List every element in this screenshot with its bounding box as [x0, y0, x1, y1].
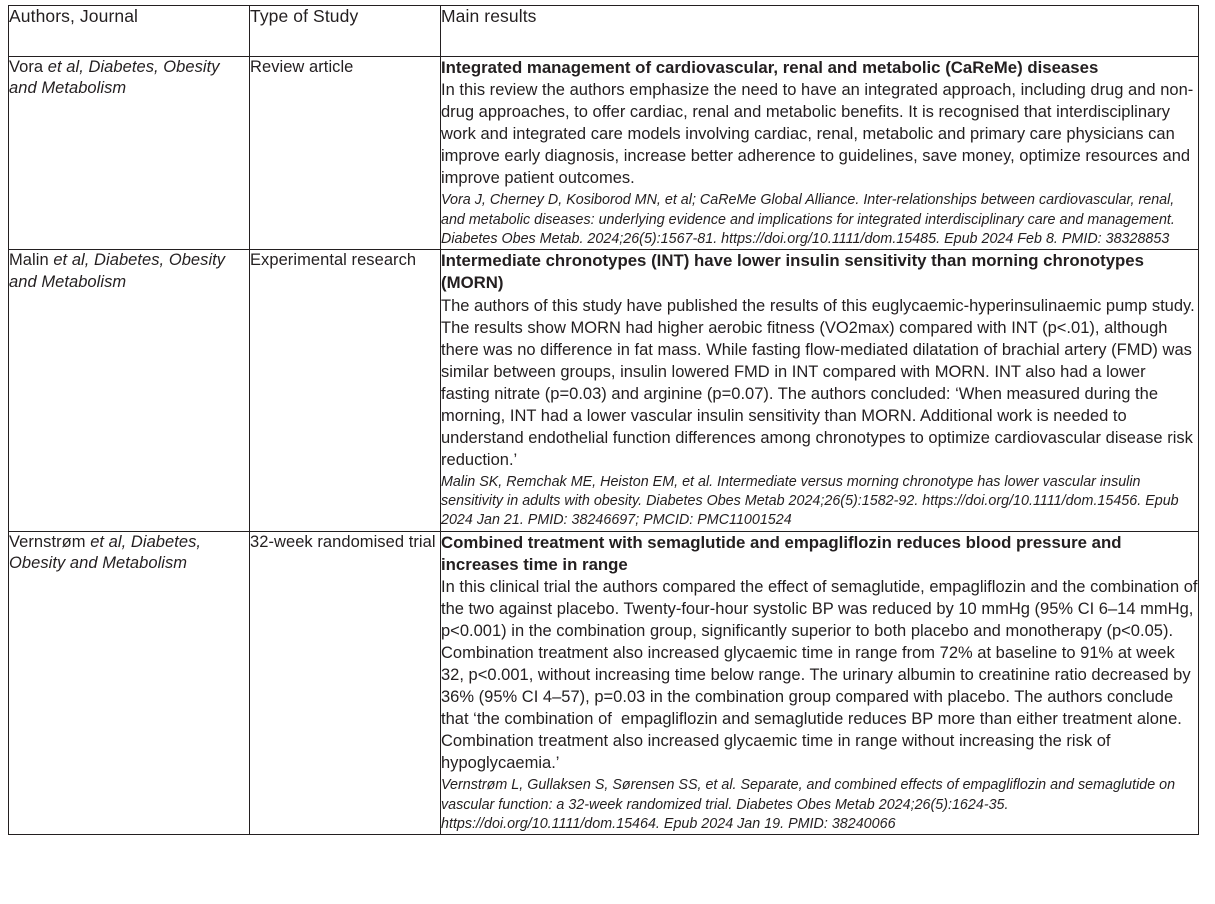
author-name: Vora	[9, 58, 48, 76]
cell-type-of-study: Experimental research	[250, 250, 441, 531]
result-body: In this clinical trial the authors compared the effect of semaglutide, empagliflozin and the combination of the two against placebo. Twenty-four-hour systolic BP was reduced by 10 mmHg (95% CI 6–14 mmHg, p<0.001) in the combination group, significantly superior to both placebo and monotherapy (p<0.05). Combination treatment also increased glycaemic time in range from 72% at baseline to 91% at week 32, p<0.001, without increasing time below range. The urinary albumin to creatinine ratio decreased by 36% (95% CI 4–57), p=0.03 in the combination group compared with placebo. The authors conclude that ‘the combination of empagliflozin and semaglutide reduces BP more than either treatment alone. Combination treatment also increased glycaemic time in range without increasing the risk of hypoglycaemia.’	[441, 578, 1203, 773]
result-body: The authors of this study have published the results of this euglycaemic-hyperinsulinaemic pump study. The results show MORN had higher aerobic fitness (VO2max) compared with INT (p<.01), although there was no difference in fat mass. While fasting flow-mediated dilatation of brachial artery (FMD) was similar between groups, insulin lowered FMD in INT compared with MORN. INT also had a lower fasting nitrate (p=0.03) and arginine (p=0.07). The authors concluded: ‘When measured during the morning, INT had a lower vascular insulin sensitivity than MORN. Additional work is needed to understand endothelial function differences among chronotypes to optimize cardiovascular disease risk reduction.’	[441, 296, 1199, 469]
journal-name: et al, Diabetes, Obesity and Metabolism	[9, 58, 220, 98]
result-citation: Vora J, Cherney D, Kosiborod MN, et al; CaReMe Global Alliance. Inter-relationships between cardiovascular, renal, and metabolic diseases: underlying evidence and implications for integrated interdisciplinary care and management. Diabetes Obes Metab. 2024;26(5):1567-81. https://doi.org/10.1111/dom.15485. Epub 2024 Feb 8. PMID: 38328853	[441, 192, 1175, 247]
author-name: Malin	[9, 251, 54, 270]
column-header-main-results: Main results	[441, 6, 1199, 57]
result-heading: Intermediate chronotypes (INT) have lower insulin sensitivity than morning chronotypes (MORN)	[441, 251, 1144, 293]
table-row	[9, 250, 1199, 531]
table-body	[9, 57, 1203, 835]
study-summary-table	[8, 5, 1203, 835]
result-body: In this review the authors emphasize the need to have an integrated approach, including drug and non-drug approaches, to offer cardiac, renal and metabolic benefits. It is recognised that interdisciplinary work and integrated care models involving cardiac, renal, metabolic and primary care physicians can improve early diagnosis, increase better adherence to guidelines, save money, optimize resources and improve patient outcomes.	[441, 81, 1195, 188]
cell-main-results	[441, 250, 1199, 531]
cell-main-results	[441, 57, 1199, 250]
cell-main-results	[441, 531, 1203, 834]
cell-type-of-study: 32-week randomised trial	[250, 531, 441, 834]
table-header	[9, 6, 1199, 57]
author-name: Vernstrøm	[9, 532, 91, 551]
table-row	[9, 531, 1199, 834]
result-heading: Combined treatment with semaglutide and empagliflozin reduces blood pressure and increases time in range	[441, 532, 1122, 574]
table-header-row	[9, 6, 1199, 57]
result-heading: Integrated management of cardiovascular, renal and metabolic (CaReMe) diseases	[441, 58, 1099, 77]
cell-authors-journal	[9, 531, 250, 834]
study-summary-table-container	[8, 5, 1203, 835]
table-row	[9, 57, 1199, 250]
cell-authors-journal	[9, 250, 250, 531]
cell-type-of-study: Review article	[250, 57, 441, 250]
column-header-authors-journal: Authors, Journal	[9, 6, 250, 57]
column-header-type-of-study: Type of Study	[250, 6, 441, 57]
journal-name: et al, Diabetes, Obesity and Metabolism	[9, 251, 226, 291]
cell-authors-journal	[9, 57, 250, 250]
result-citation: Malin SK, Remchak ME, Heiston EM, et al. Intermediate versus morning chronotype has lower vascular insulin sensitivity in adults with obesity. Diabetes Obes Metab 2024;26(5):1582-92. https://doi.org/10.1111/dom.15456. Epub 2024 Jan 21. PMID: 38246697; PMCID: PMC11001524	[441, 473, 1179, 529]
result-citation: Vernstrøm L, Gullaksen S, Sørensen SS, et al. Separate, and combined effects of empagliflozin and semaglutide on vascular function: a 32-week randomized trial. Diabetes Obes Metab 2024;26(5):1624-35. https://doi.org/10.1111/dom.15464. Epub 2024 Jan 19. PMID: 38240066	[441, 777, 1176, 832]
journal-name: et al, Diabetes, Obesity and Metabolism	[9, 532, 202, 572]
